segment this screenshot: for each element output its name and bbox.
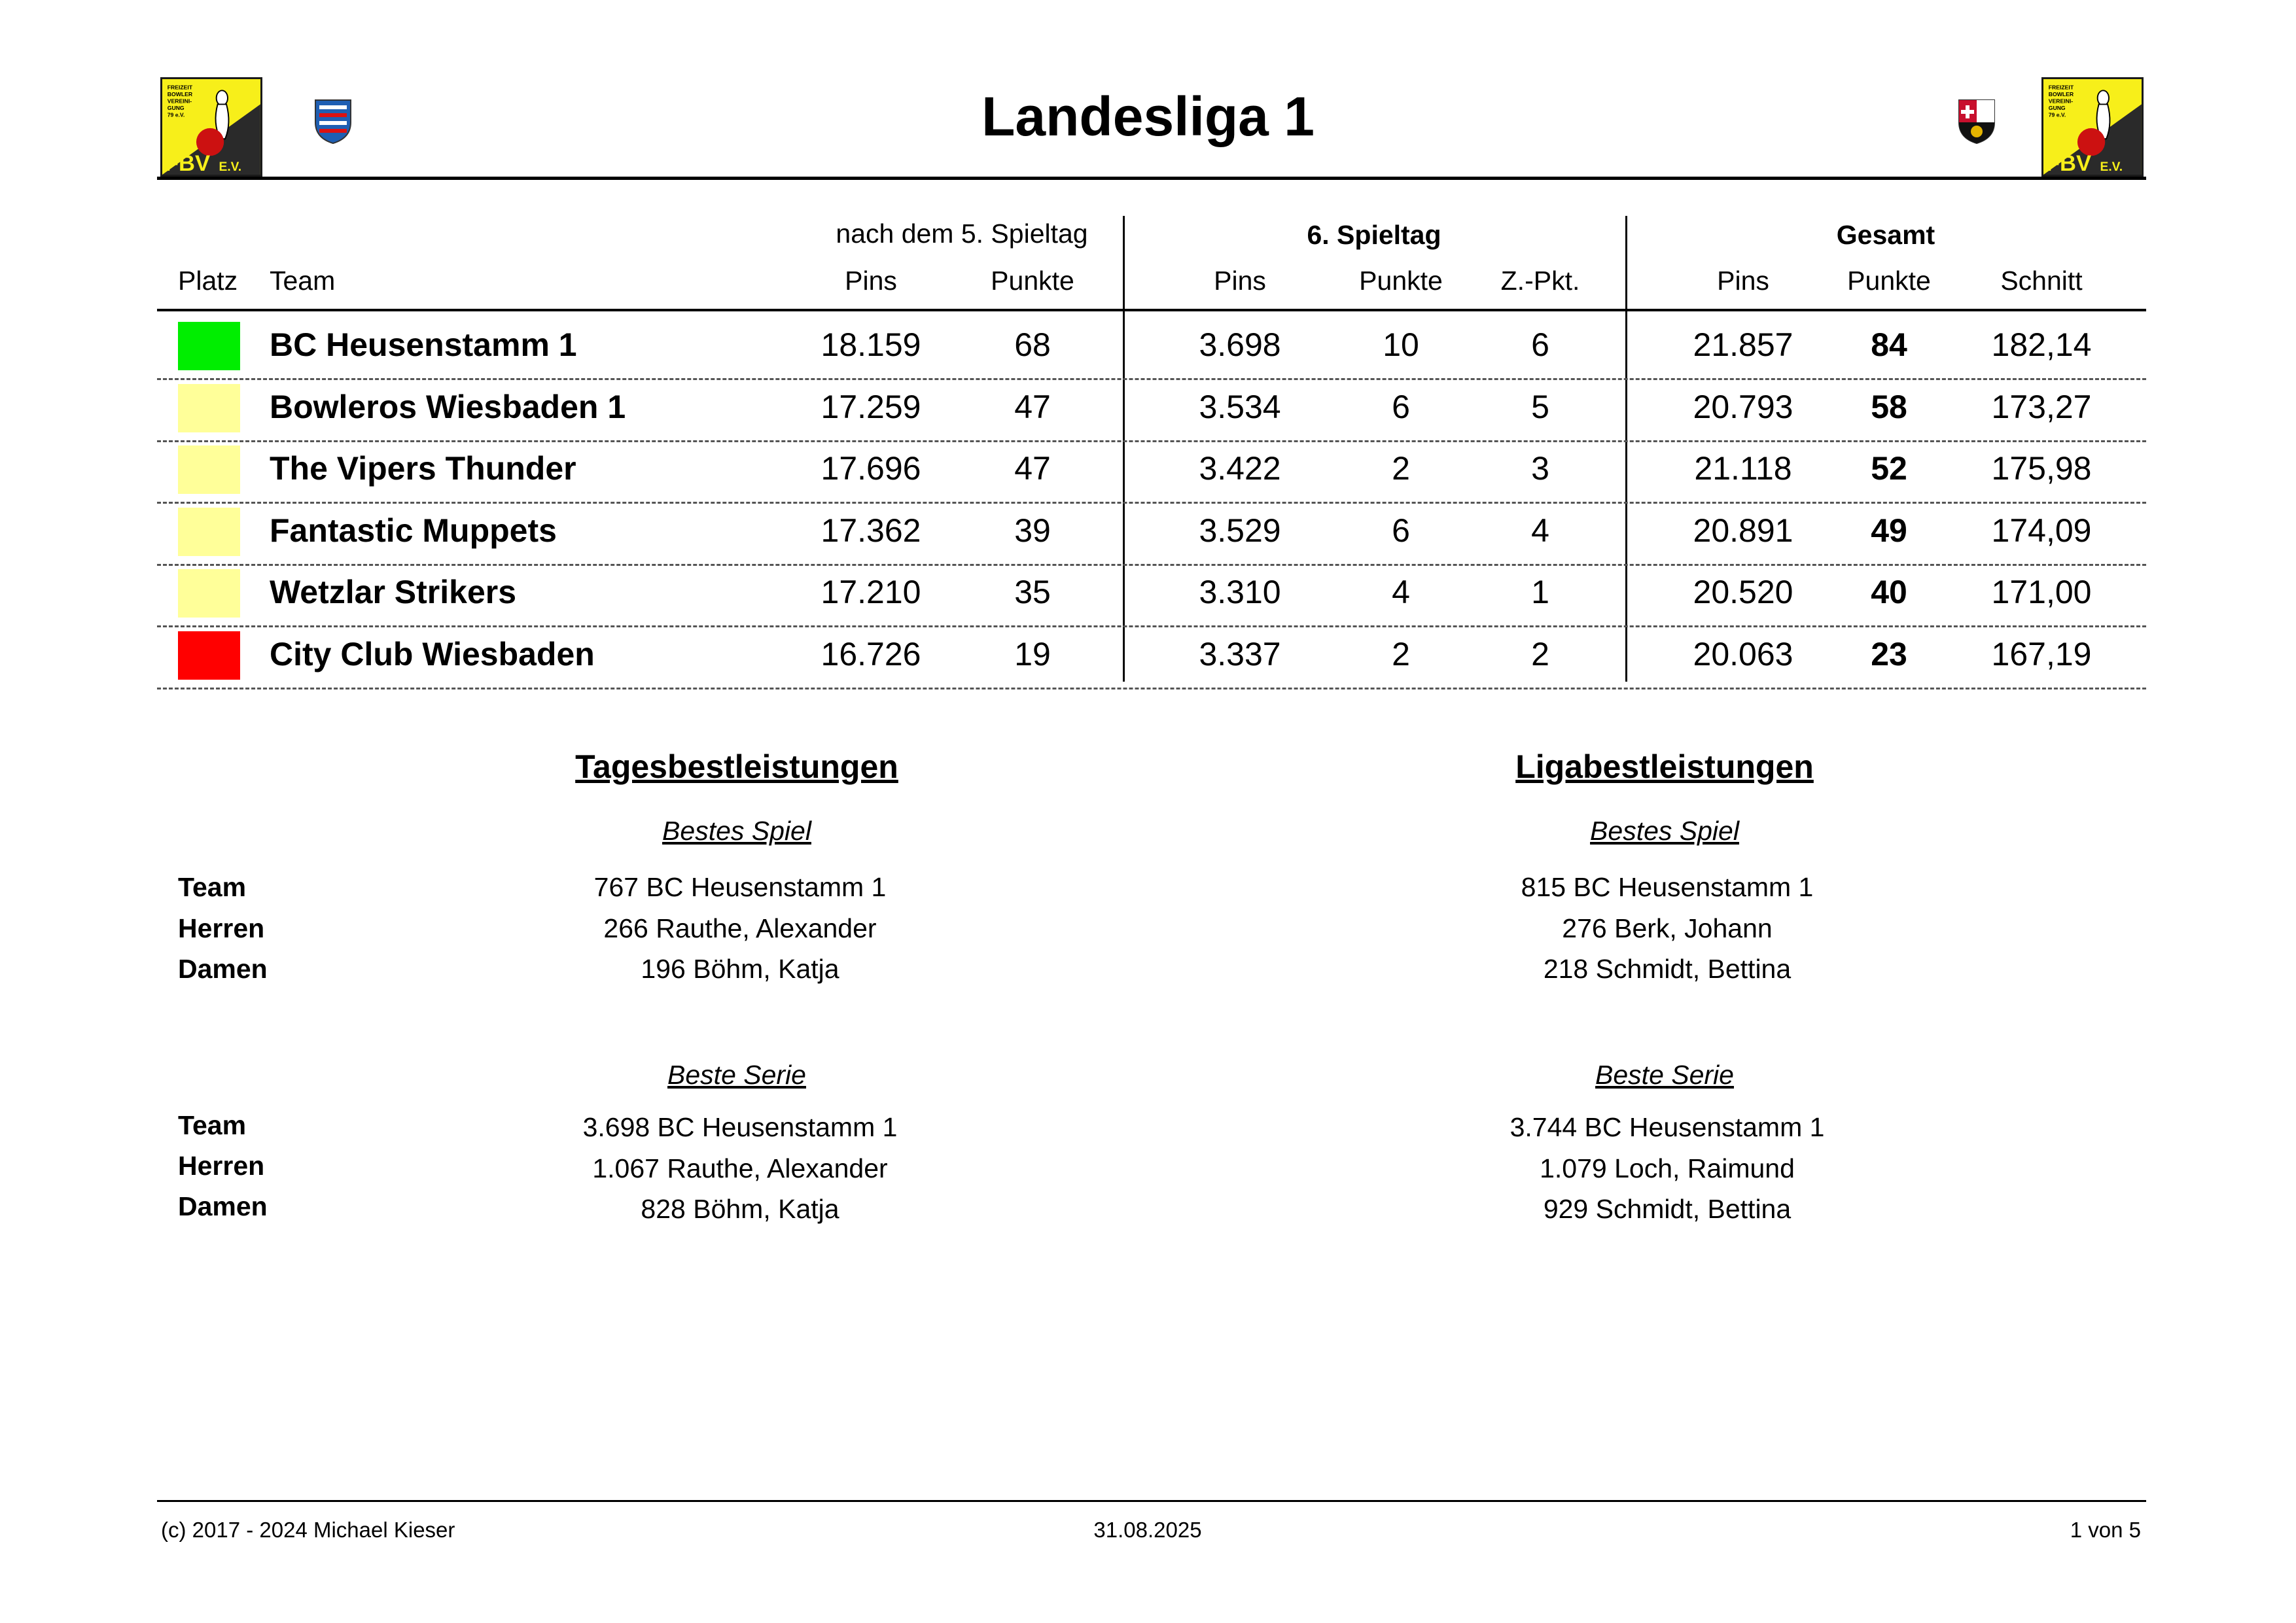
pins-day6: 3.337	[1199, 635, 1281, 672]
svg-text:VEREINI-: VEREINI-	[2048, 97, 2074, 105]
pins-after-day5: 17.259	[821, 388, 921, 425]
pins-day6: 3.698	[1199, 326, 1281, 363]
best-game-team-label: Team	[178, 872, 247, 902]
col-header-pins-5: Pins	[845, 266, 897, 296]
team-name: Fantastic Muppets	[270, 512, 557, 549]
bonus-points-day6: 3	[1531, 450, 1549, 487]
points-after-day5: 19	[1014, 635, 1051, 672]
day-series-damen-value: 828 Böhm, Katja	[641, 1194, 839, 1224]
day-series-herren-value: 1.067 Rauthe, Alexander	[592, 1153, 888, 1183]
average: 167,19	[1991, 635, 2092, 672]
group-header-after-day5: nach dem 5. Spieltag	[836, 218, 1088, 249]
points-total: 40	[1871, 574, 1907, 610]
league-series-team-value: 3.744 BC Heusenstamm 1	[1510, 1112, 1825, 1142]
points-day6: 4	[1392, 574, 1410, 610]
row-divider	[157, 564, 2146, 566]
footer-page-number: 1 von 5	[2070, 1518, 2141, 1542]
page-title: Landesliga 1	[981, 86, 1315, 147]
league-best-series-subtitle: Beste Serie	[1595, 1060, 1734, 1090]
col-header-punkte-6: Punkte	[1359, 266, 1443, 296]
rheinland-pfalz-crest-icon	[1956, 96, 1997, 145]
team-name: Bowleros Wiesbaden 1	[270, 388, 626, 425]
average: 173,27	[1991, 388, 2092, 425]
column-divider-1	[1123, 216, 1125, 682]
group-header-total: Gesamt	[1836, 220, 1935, 250]
league-series-damen-value: 929 Schmidt, Bettina	[1543, 1194, 1792, 1224]
col-header-pins-6: Pins	[1214, 266, 1266, 296]
rank-color-swatch	[178, 384, 240, 432]
pins-total: 21.118	[1694, 450, 1792, 487]
pins-after-day5: 17.362	[821, 512, 921, 549]
col-header-zpkt: Z.-Pkt.	[1500, 266, 1580, 296]
points-total: 84	[1871, 326, 1907, 363]
svg-text:BOWLER: BOWLER	[167, 90, 193, 97]
pins-day6: 3.310	[1199, 574, 1281, 610]
pins-total: 20.063	[1693, 635, 1793, 672]
col-header-pins-total: Pins	[1717, 266, 1769, 296]
svg-text:FBV: FBV	[2045, 151, 2092, 175]
pins-after-day5: 16.726	[821, 635, 921, 672]
svg-text:79 e.V.: 79 e.V.	[2048, 111, 2066, 118]
team-name: BC Heusenstamm 1	[270, 326, 577, 363]
league-series-herren-value: 1.079 Loch, Raimund	[1540, 1153, 1795, 1183]
points-day6: 6	[1392, 512, 1410, 549]
points-day6: 2	[1392, 635, 1410, 672]
group-header-day6: 6. Spieltag	[1307, 220, 1441, 250]
footer-date: 31.08.2025	[1093, 1518, 1202, 1542]
pins-after-day5: 17.210	[821, 574, 921, 610]
svg-text:E.V.: E.V.	[219, 160, 242, 175]
day-best-game-subtitle: Bestes Spiel	[662, 816, 811, 846]
col-header-platz: Platz	[178, 266, 238, 296]
pins-total: 20.520	[1693, 574, 1793, 610]
pins-after-day5: 17.696	[821, 450, 921, 487]
points-after-day5: 68	[1014, 326, 1051, 363]
points-total: 52	[1871, 450, 1907, 487]
footer-divider	[157, 1500, 2146, 1502]
rank-color-swatch	[178, 508, 240, 556]
day-best-title: Tagesbestleistungen	[575, 748, 898, 785]
best-series-herren-label: Herren	[178, 1151, 265, 1181]
pins-total: 20.891	[1693, 512, 1793, 549]
pins-day6: 3.534	[1199, 388, 1281, 425]
bonus-points-day6: 5	[1531, 388, 1549, 425]
svg-text:FREIZEIT: FREIZEIT	[2048, 84, 2074, 91]
row-divider	[157, 502, 2146, 504]
points-total: 58	[1871, 388, 1907, 425]
day-best-series-subtitle: Beste Serie	[667, 1060, 806, 1090]
col-header-punkte-total: Punkte	[1847, 266, 1931, 296]
svg-text:FREIZEIT: FREIZEIT	[167, 84, 193, 91]
points-total: 49	[1871, 512, 1907, 549]
svg-text:GUNG: GUNG	[167, 105, 185, 112]
col-header-schnitt: Schnitt	[2000, 266, 2083, 296]
league-game-herren-value: 276 Berk, Johann	[1562, 913, 1773, 943]
average: 175,98	[1991, 450, 2092, 487]
points-after-day5: 35	[1014, 574, 1051, 610]
pins-total: 20.793	[1693, 388, 1793, 425]
points-after-day5: 47	[1014, 450, 1051, 487]
svg-text:FBV: FBV	[164, 151, 211, 175]
league-best-title: Ligabestleistungen	[1515, 748, 1814, 785]
rank-color-swatch	[178, 569, 240, 618]
footer-copyright: (c) 2017 - 2024 Michael Kieser	[161, 1518, 455, 1542]
svg-text:BOWLER: BOWLER	[2048, 90, 2074, 97]
rank-color-swatch	[178, 322, 240, 370]
points-total: 23	[1871, 635, 1907, 672]
row-divider	[157, 688, 2146, 689]
col-header-team: Team	[270, 266, 336, 296]
fbv-logo-right	[2041, 77, 2144, 177]
team-name: Wetzlar Strikers	[270, 574, 517, 610]
best-game-herren-label: Herren	[178, 913, 265, 943]
svg-text:GUNG: GUNG	[2048, 105, 2066, 112]
pins-after-day5: 18.159	[821, 326, 921, 363]
points-day6: 2	[1392, 450, 1410, 487]
bonus-points-day6: 2	[1531, 635, 1549, 672]
league-best-game-subtitle: Bestes Spiel	[1590, 816, 1739, 846]
points-after-day5: 39	[1014, 512, 1051, 549]
column-divider-2	[1625, 216, 1627, 682]
points-day6: 6	[1392, 388, 1410, 425]
league-game-damen-value: 218 Schmidt, Bettina	[1543, 954, 1792, 984]
svg-text:79 e.V.: 79 e.V.	[167, 111, 185, 118]
bonus-points-day6: 4	[1531, 512, 1549, 549]
rank-color-swatch	[178, 631, 240, 680]
row-divider	[157, 378, 2146, 380]
rank-color-swatch	[178, 445, 240, 494]
header-divider	[157, 177, 2146, 180]
team-name: The Vipers Thunder	[270, 450, 576, 487]
league-game-team-value: 815 BC Heusenstamm 1	[1521, 872, 1814, 902]
row-divider	[157, 625, 2146, 627]
day-series-team-value: 3.698 BC Heusenstamm 1	[582, 1112, 898, 1142]
points-day6: 10	[1383, 326, 1419, 363]
pins-total: 21.857	[1693, 326, 1793, 363]
team-name: City Club Wiesbaden	[270, 635, 595, 672]
day-game-damen-value: 196 Böhm, Katja	[641, 954, 839, 984]
day-game-team-value: 767 BC Heusenstamm 1	[593, 872, 887, 902]
pins-day6: 3.529	[1199, 512, 1281, 549]
row-divider	[157, 440, 2146, 442]
bonus-points-day6: 1	[1531, 574, 1549, 610]
col-header-punkte-5: Punkte	[991, 266, 1074, 296]
average: 174,09	[1991, 512, 2092, 549]
average: 171,00	[1991, 574, 2092, 610]
points-after-day5: 47	[1014, 388, 1051, 425]
best-series-team-label: Team	[178, 1110, 247, 1140]
day-game-herren-value: 266 Rauthe, Alexander	[603, 913, 877, 943]
bonus-points-day6: 6	[1531, 326, 1549, 363]
average: 182,14	[1991, 326, 2092, 363]
svg-text:E.V.: E.V.	[2100, 160, 2123, 175]
table-header-divider	[157, 309, 2146, 311]
pins-day6: 3.422	[1199, 450, 1281, 487]
best-game-damen-label: Damen	[178, 954, 268, 984]
best-series-damen-label: Damen	[178, 1191, 268, 1221]
svg-text:VEREINI-: VEREINI-	[167, 97, 192, 105]
